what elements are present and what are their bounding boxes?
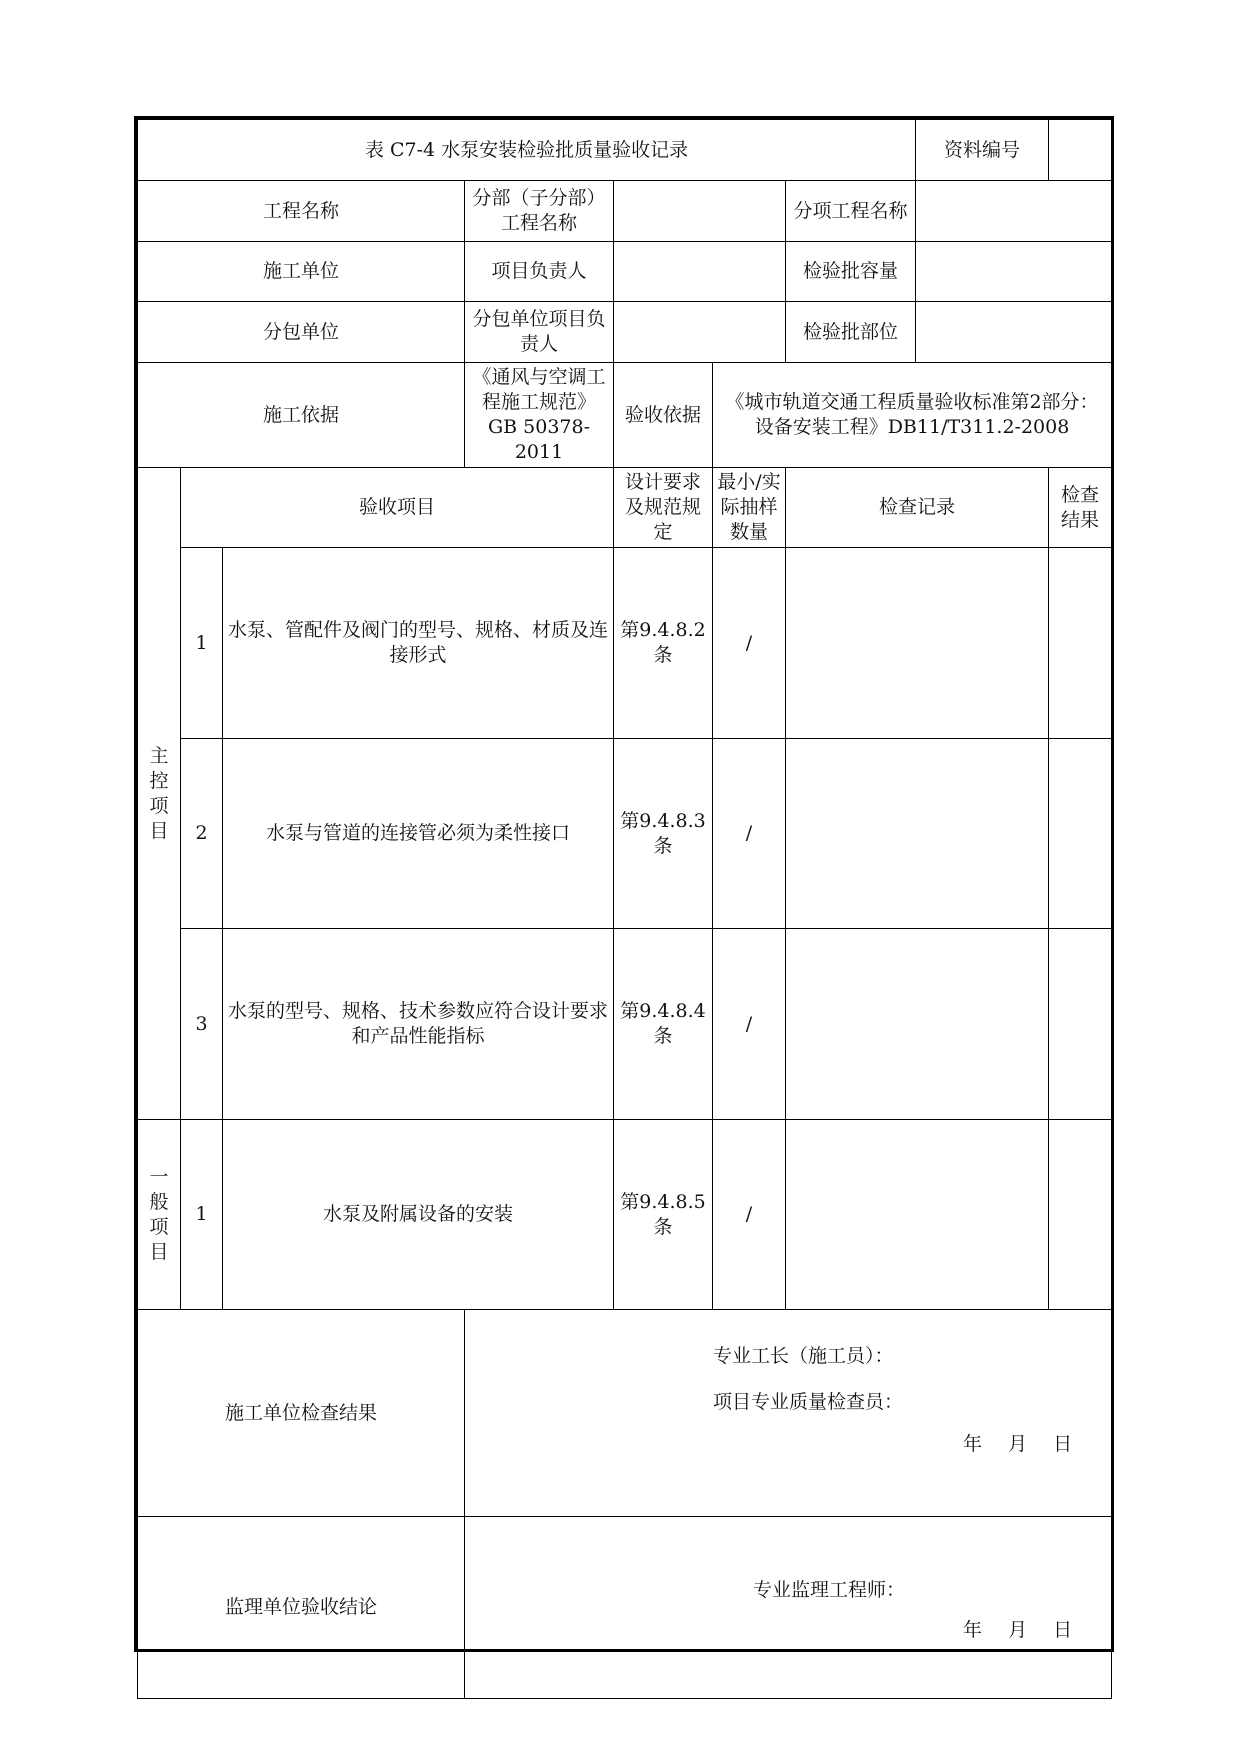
subcontractor-label: 分包单位 bbox=[138, 302, 465, 363]
item-result-field[interactable] bbox=[1049, 548, 1112, 739]
subdivision-field[interactable] bbox=[614, 181, 786, 242]
subitem-label: 分项工程名称 bbox=[786, 181, 916, 242]
subitem-field[interactable] bbox=[916, 181, 1112, 242]
subdivision-label: 分部（子分部）工程名称 bbox=[465, 181, 614, 242]
item-record-field[interactable] bbox=[786, 548, 1049, 739]
item-clause: 第9.4.8.4条 bbox=[614, 929, 713, 1120]
date-month: 月 bbox=[1008, 1433, 1028, 1455]
general-group-label: 一般项目 bbox=[138, 1120, 181, 1310]
table-row bbox=[138, 929, 1112, 1120]
supervisor-check-field[interactable] bbox=[465, 1517, 1112, 1699]
batch-capacity-label: 检验批容量 bbox=[786, 242, 916, 302]
item-record-field[interactable] bbox=[786, 739, 1049, 929]
inspector-signature-label: 项目专业质量检查员： bbox=[713, 1391, 904, 1413]
date-day: 日 bbox=[1053, 1433, 1073, 1455]
project-manager-field[interactable] bbox=[614, 242, 786, 302]
item-result-field[interactable] bbox=[1049, 1120, 1112, 1310]
date-year: 年 bbox=[963, 1619, 983, 1641]
item-text: 水泵的型号、规格、技术参数应符合设计要求和产品性能指标 bbox=[223, 929, 614, 1120]
item-sample: / bbox=[713, 1120, 786, 1310]
project-name-label: 工程名称 bbox=[138, 181, 465, 242]
form-table bbox=[137, 119, 1112, 1699]
foreman-signature-label: 专业工长（施工员）： bbox=[713, 1345, 894, 1367]
contractor-date bbox=[963, 1429, 1092, 1456]
item-text: 水泵、管配件及阀门的型号、规格、材质及连接形式 bbox=[223, 548, 614, 739]
col-design-header: 设计要求及规范规定 bbox=[614, 468, 713, 548]
form-title: 表 C7-4 水泵安装检验批质量验收记录 bbox=[138, 120, 916, 181]
item-number: 2 bbox=[181, 739, 223, 929]
batch-location-field[interactable] bbox=[916, 302, 1112, 363]
table-row bbox=[138, 548, 1112, 739]
supervisor-check-row bbox=[138, 1517, 1112, 1699]
contractor-label: 施工单位 bbox=[138, 242, 465, 302]
item-result-field[interactable] bbox=[1049, 739, 1112, 929]
col-record-header: 检查记录 bbox=[786, 468, 1049, 548]
item-result-field[interactable] bbox=[1049, 929, 1112, 1120]
sub-manager-field[interactable] bbox=[614, 302, 786, 363]
basis-value: 《通风与空调工程施工规范》GB 50378-2011 bbox=[465, 363, 614, 468]
item-clause: 第9.4.8.5条 bbox=[614, 1120, 713, 1310]
table-row bbox=[138, 739, 1112, 929]
acceptance-basis-value: 《城市轨道交通工程质量验收标准第2部分：设备安装工程》DB11/T311.2-2008 bbox=[713, 363, 1112, 468]
col-result-header: 检查结果 bbox=[1049, 468, 1112, 548]
item-clause: 第9.4.8.3条 bbox=[614, 739, 713, 929]
batch-capacity-field[interactable] bbox=[916, 242, 1112, 302]
date-year: 年 bbox=[963, 1433, 983, 1455]
item-sample: / bbox=[713, 739, 786, 929]
col-item-header: 验收项目 bbox=[181, 468, 614, 548]
table-row bbox=[138, 1120, 1112, 1310]
inspection-form bbox=[134, 116, 1114, 1652]
item-number: 1 bbox=[181, 548, 223, 739]
supervisor-check-label: 监理单位验收结论 bbox=[138, 1517, 465, 1699]
main-group-label: 主控项目 bbox=[138, 468, 181, 1120]
item-record-field[interactable] bbox=[786, 929, 1049, 1120]
project-manager-label: 项目负责人 bbox=[465, 242, 614, 302]
batch-location-label: 检验批部位 bbox=[786, 302, 916, 363]
col-sample-header: 最小/实际抽样数量 bbox=[713, 468, 786, 548]
item-number: 1 bbox=[181, 1120, 223, 1310]
engineer-signature-label: 专业监理工程师： bbox=[753, 1579, 906, 1601]
basis-label: 施工依据 bbox=[138, 363, 465, 468]
doc-no-field[interactable] bbox=[1049, 120, 1112, 181]
date-day: 日 bbox=[1053, 1619, 1073, 1641]
sub-manager-label: 分包单位项目负责人 bbox=[465, 302, 614, 363]
item-sample: / bbox=[713, 929, 786, 1120]
contractor-check-label: 施工单位检查结果 bbox=[138, 1310, 465, 1517]
item-text: 水泵及附属设备的安装 bbox=[223, 1120, 614, 1310]
item-text: 水泵与管道的连接管必须为柔性接口 bbox=[223, 739, 614, 929]
acceptance-basis-label: 验收依据 bbox=[614, 363, 713, 468]
doc-no-label: 资料编号 bbox=[916, 120, 1049, 181]
date-month: 月 bbox=[1008, 1619, 1028, 1641]
contractor-check-row bbox=[138, 1310, 1112, 1517]
item-number: 3 bbox=[181, 929, 223, 1120]
item-record-field[interactable] bbox=[786, 1120, 1049, 1310]
supervisor-date bbox=[963, 1615, 1092, 1642]
item-sample: / bbox=[713, 548, 786, 739]
item-clause: 第9.4.8.2条 bbox=[614, 548, 713, 739]
